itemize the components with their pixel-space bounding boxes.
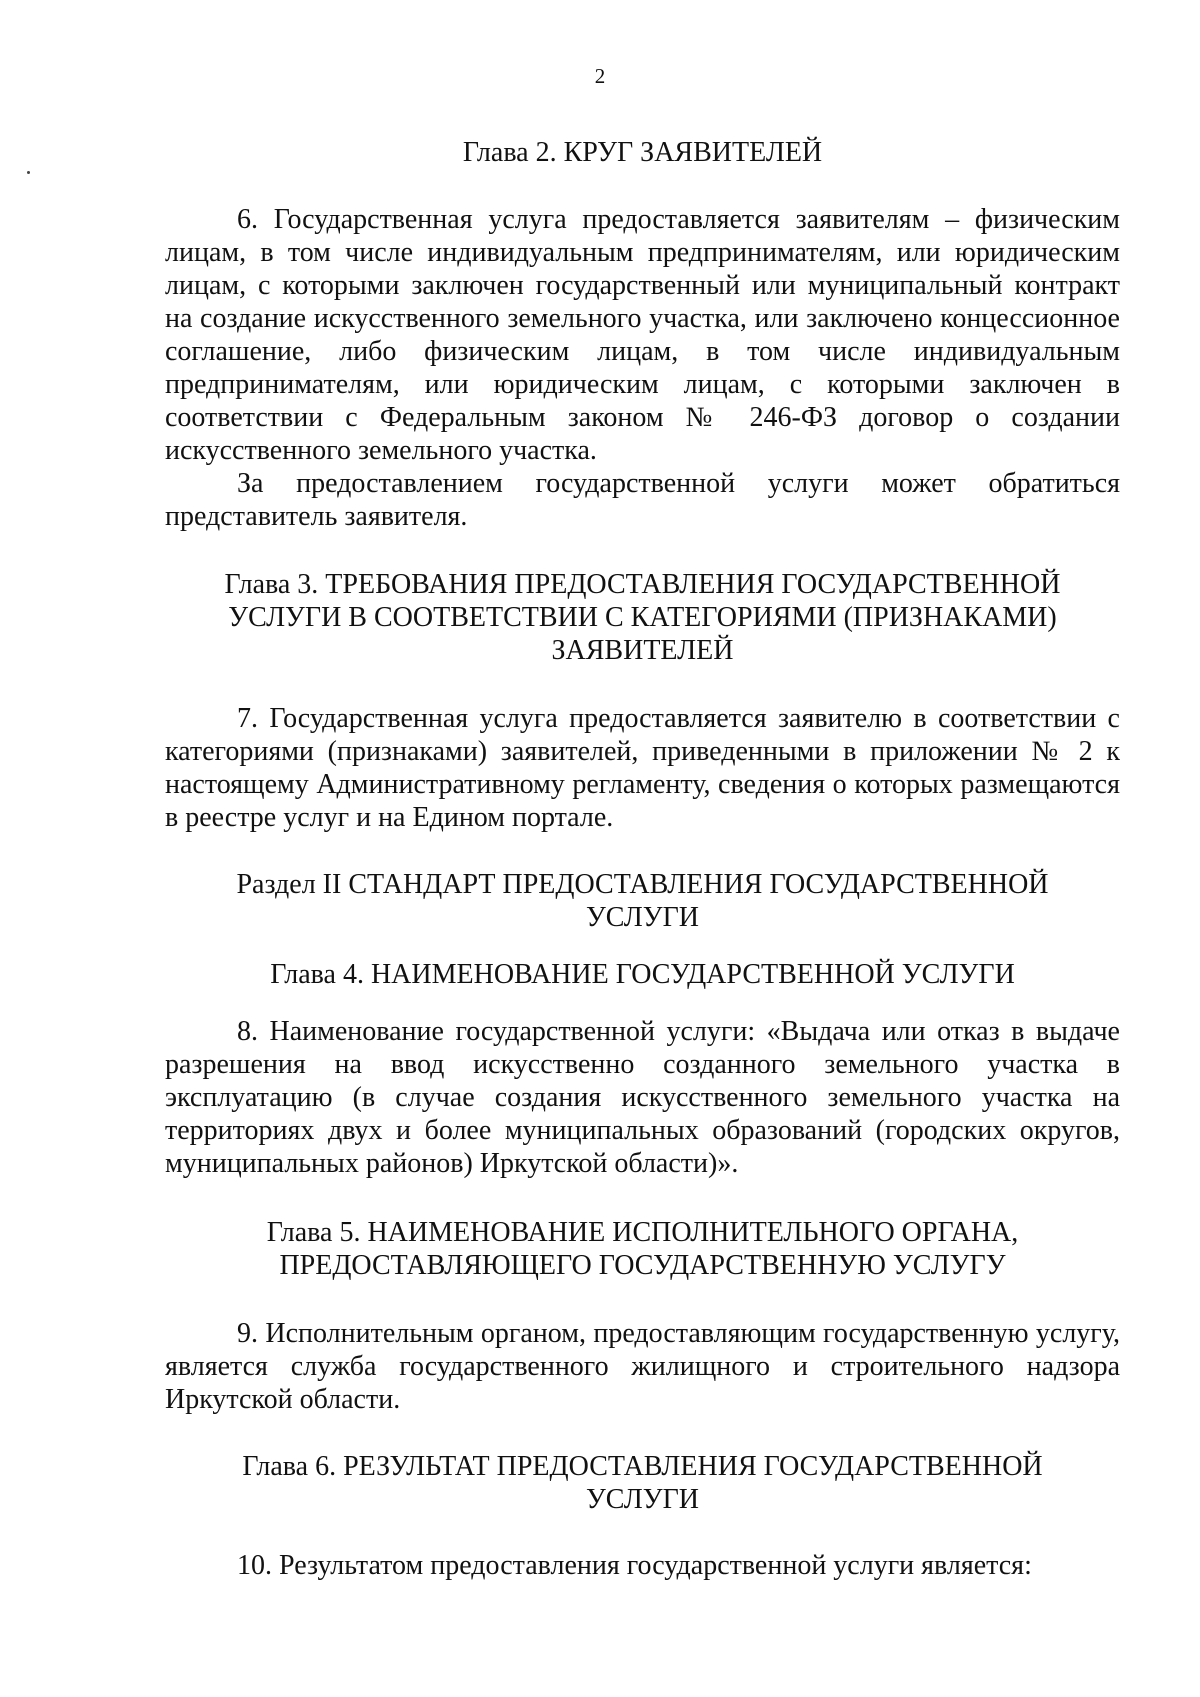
chapter-4-heading: Глава 4. НАИМЕНОВАНИЕ ГОСУДАРСТВЕННОЙ УСЛУГИ bbox=[270, 959, 1015, 990]
paragraph-8: 8. Наименование государственной услуги: «Выдача или отказ в выдаче разрешения на ввод искусственно созданного земельного участка в эксплуатацию (в случае создания искусственного земельного участка на территориях двух и более муниципальных образований (городских округов, муниципальных районов) Иркутской области)». bbox=[165, 1016, 1120, 1179]
page-number: 2 bbox=[594, 64, 606, 88]
paragraph-10: 10. Результатом предоставления государственной услуги является: bbox=[237, 1550, 1032, 1581]
paragraph-9: 9. Исполнительным органом, предоставляющим государственную услугу, является служба государственного жилищного и строительного надзора Иркутской области. bbox=[165, 1318, 1120, 1415]
paragraph-7: 7. Государственная услуга предоставляется заявителю в соответствии с категориями (признаками) заявителей, приведенными в приложении № 2 к настоящему Административному регламенту, сведения о которых размещаются в реестре услуг и на Едином портале. bbox=[165, 703, 1120, 833]
chapter-6-heading: Глава 6. РЕЗУЛЬТАТ ПРЕДОСТАВЛЕНИЯ ГОСУДАРСТВЕННОЙ УСЛУГИ bbox=[242, 1451, 1043, 1515]
chapter-5-heading: Глава 5. НАИМЕНОВАНИЕ ИСПОЛНИТЕЛЬНОГО ОРГАНА, ПРЕДОСТАВЛЯЮЩЕГО ГОСУДАРСТВЕННУЮ УСЛУГУ bbox=[266, 1217, 1019, 1281]
document-body bbox=[165, 136, 1120, 1582]
scan-speck bbox=[27, 171, 30, 174]
section-2-heading: Раздел II СТАНДАРТ ПРЕДОСТАВЛЕНИЯ ГОСУДАРСТВЕННОЙ УСЛУГИ bbox=[236, 869, 1049, 933]
chapter-2-heading: Глава 2. КРУГ ЗАЯВИТЕЛЕЙ bbox=[462, 137, 823, 168]
paragraph-6-representative: За предоставлением государственной услуги может обратиться представитель заявителя. bbox=[165, 468, 1120, 532]
chapter-3-heading: Глава 3. ТРЕБОВАНИЯ ПРЕДОСТАВЛЕНИЯ ГОСУДАРСТВЕННОЙ УСЛУГИ В СООТВЕТСТВИИ С КАТЕГОРИЯМИ (ПРИЗНАКАМИ) ЗАЯВИТЕЛЕЙ bbox=[224, 569, 1061, 666]
paragraph-6: 6. Государственная услуга предоставляется заявителям – физическим лицам, в том числе индивидуальным предпринимателям, или юридическим лицам, с которыми заключен государственный или муниципальный контракт на создание искусственного земельного участка, или заключено концессионное соглашение, либо физическим лицам, в том числе индивидуальным предпринимателям, или юридическим лицам, с которыми заключен в соответствии с Федеральным законом № 246-ФЗ договор о создании искусственного земельного участка. bbox=[165, 204, 1120, 466]
